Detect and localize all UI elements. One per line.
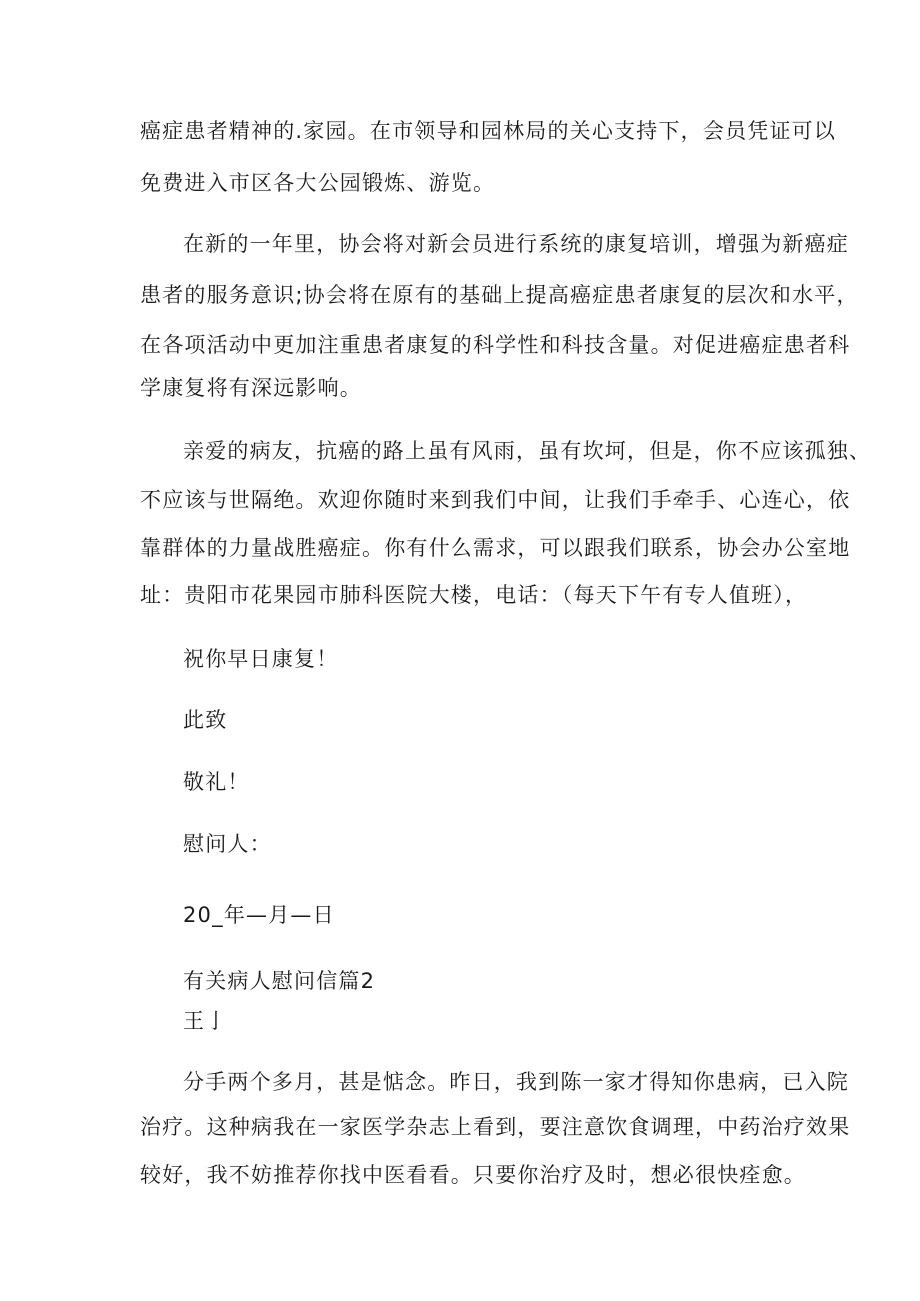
date-line: 20_年—月—日	[183, 903, 335, 927]
paragraph-1-line-1: 癌症患者精神的.家园。在市领导和园林局的关心支持下，会员凭证可以	[140, 119, 837, 143]
paragraph-3-line-1: 亲爱的病友，抗癌的路上虽有风雨，虽有坎坷，但是，你不应该孤独、	[183, 439, 872, 463]
wish-line: 祝你早日康复！	[183, 647, 339, 671]
paragraph-2-line-2: 患者的服务意识;协会将在原有的基础上提高癌症患者康复的层次和水平，	[140, 283, 859, 307]
paragraph-1-line-2: 免费进入市区各大公园锻炼、游览。	[140, 171, 496, 195]
signer-line: 慰问人：	[183, 832, 272, 856]
salute-line: 敬礼！	[183, 770, 250, 794]
paragraph-3-line-2: 不应该与世隔绝。欢迎你随时来到我们中间，让我们手牵手、心连心，依	[140, 488, 851, 512]
section-title: 有关病人慰问信篇2	[183, 969, 376, 993]
salutation-line: 王亅	[183, 1009, 228, 1033]
letter2-line-1: 分手两个多月，甚是惦念。昨日，我到陈一家才得知你患病，已入院	[183, 1070, 849, 1094]
letter2-line-2: 治疗。这种病我在一家医学杂志上看到，要注意饮食调理，中药治疗效果	[140, 1115, 851, 1139]
paragraph-2-line-3: 在各项活动中更加注重患者康复的科学性和科技含量。对促进癌症患者科	[140, 333, 851, 357]
letter2-line-3: 较好，我不妨推荐你找中医看看。只要你治疗及时，想必很快痊愈。	[140, 1163, 806, 1187]
paragraph-3-line-4: 址：贵阳市花果园市肺科医院大楼，电话：（每天下午有专人值班），	[140, 583, 808, 607]
paragraph-2-line-1: 在新的一年里，协会将对新会员进行系统的康复培训，增强为新癌症	[183, 232, 849, 256]
paragraph-2-line-4: 学康复将有深远影响。	[140, 376, 362, 400]
paragraph-3-line-3: 靠群体的力量战胜癌症。你有什么需求，可以跟我们联系，协会办公室地	[140, 536, 851, 560]
closing-line: 此致	[183, 708, 228, 732]
